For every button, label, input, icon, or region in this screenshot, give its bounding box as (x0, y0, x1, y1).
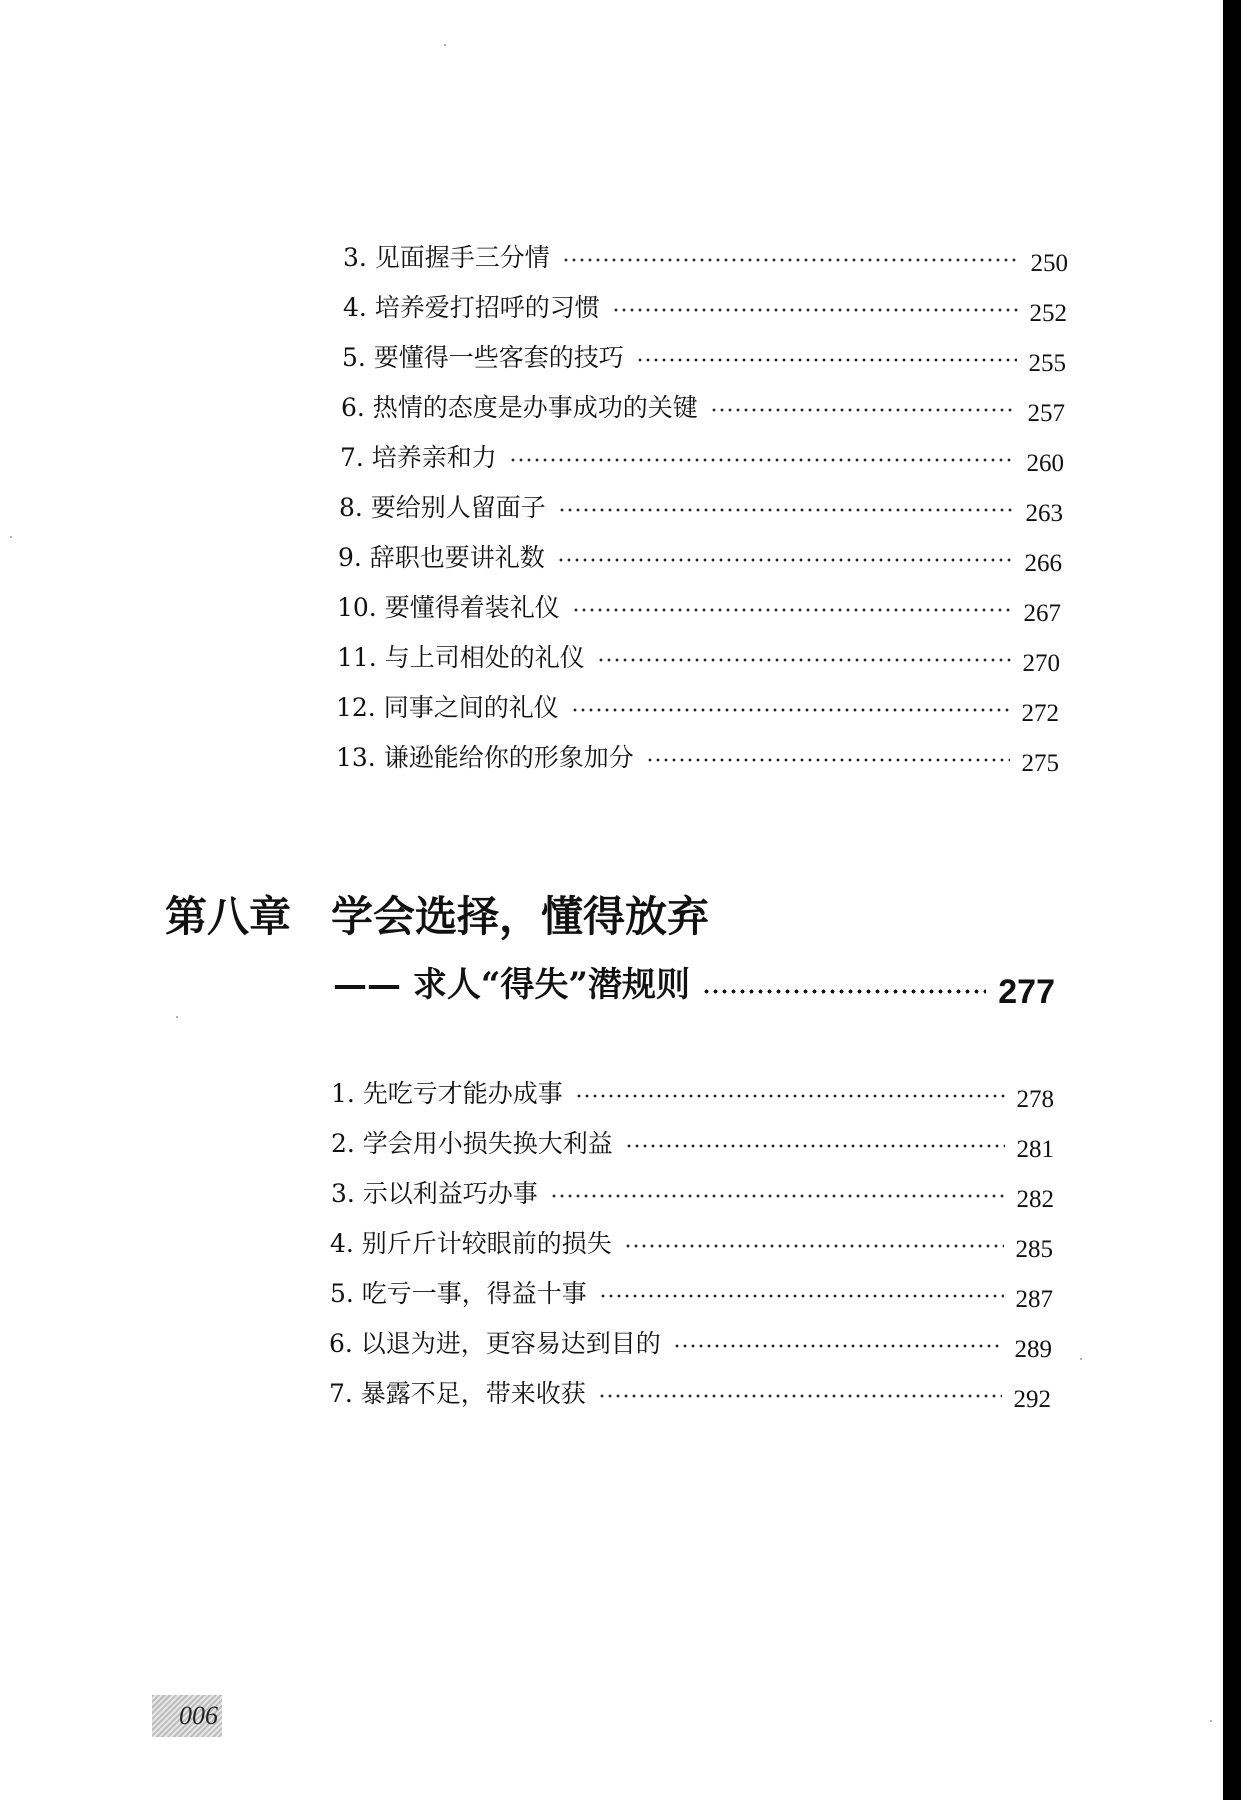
toc-entry[interactable] (343, 230, 1068, 277)
toc-leader-dots (673, 1344, 1003, 1348)
toc-entry-title: 11. 与上司相处的礼仪 (337, 643, 585, 672)
toc-entry-page: 275 (1021, 750, 1059, 777)
toc-entry-page: 289 (1014, 1336, 1052, 1363)
chapter-subtitle-row[interactable] (333, 956, 1055, 1011)
scan-edge-bar (1223, 0, 1241, 1800)
toc-entry-page: 281 (1016, 1136, 1054, 1163)
chapter-title: 学会选择，懂得放弃 (331, 892, 710, 941)
toc-entry-title: 7. 培养亲和力 (340, 443, 497, 472)
toc-entry[interactable] (343, 280, 1067, 327)
toc-entry-page: 260 (1026, 450, 1064, 477)
toc-entry-page: 266 (1024, 550, 1062, 577)
toc-entry-title: 7. 暴露不足，带来收获 (329, 1379, 586, 1408)
toc-leader-dots (509, 458, 1015, 462)
toc-entry[interactable] (336, 730, 1059, 777)
toc-entry[interactable] (336, 680, 1059, 727)
toc-entry-page: 285 (1015, 1236, 1053, 1263)
chapter-number: 第八章 (165, 892, 292, 941)
scan-speck (176, 1016, 178, 1018)
toc-entry-title: 10. 要懂得着装礼仪 (337, 593, 560, 622)
scan-speck (1210, 1720, 1212, 1722)
toc-entry[interactable] (329, 1366, 1051, 1413)
toc-entry[interactable] (330, 1266, 1053, 1313)
toc-entry-title: 3. 示以利益巧办事 (331, 1179, 538, 1208)
chapter-heading[interactable] (165, 884, 709, 944)
toc-leader-dots (636, 358, 1017, 362)
toc-entry-title: 6. 热情的态度是办事成功的关键 (341, 393, 698, 422)
toc-leader-dots (562, 258, 1019, 262)
toc-entry-page: 278 (1016, 1086, 1054, 1113)
toc-entry-title: 12. 同事之间的礼仪 (336, 693, 559, 722)
toc-entry-title: 13. 谦逊能给你的形象加分 (336, 743, 634, 772)
scan-speck (444, 44, 446, 46)
toc-entry[interactable] (339, 480, 1063, 527)
page-number-badge (152, 1695, 222, 1737)
toc-entry[interactable] (338, 530, 1062, 577)
chapter-page: 277 (998, 973, 1055, 1011)
toc-leader-dots (571, 708, 1010, 712)
toc-entry-title: 8. 要给别人留面子 (339, 493, 546, 522)
toc-entry-page: 292 (1013, 1386, 1051, 1413)
toc-entry[interactable] (337, 580, 1061, 627)
toc-entry-title: 6. 以退为进，更容易达到目的 (329, 1329, 661, 1358)
toc-entry-page: 257 (1027, 400, 1065, 427)
toc-entry-title: 5. 吃亏一事，得益十事 (330, 1279, 587, 1308)
toc-entry-page: 272 (1021, 700, 1059, 727)
toc-entry[interactable] (331, 1116, 1054, 1163)
toc-entry[interactable] (331, 1166, 1054, 1213)
toc-leader-dots (702, 989, 986, 994)
toc-leader-dots (550, 1194, 1005, 1198)
toc-entry-page: 255 (1028, 350, 1066, 377)
toc-entry[interactable] (329, 1316, 1052, 1363)
toc-entry[interactable] (341, 380, 1065, 427)
toc-entry[interactable] (337, 630, 1060, 677)
toc-entry-page: 282 (1016, 1186, 1054, 1213)
toc-leader-dots (572, 608, 1012, 612)
toc-entry[interactable] (331, 1066, 1054, 1113)
toc-leader-dots (557, 558, 1013, 562)
toc-entry-page: 250 (1030, 250, 1068, 277)
toc-entry[interactable] (342, 330, 1066, 377)
page-number: 006 (179, 1701, 218, 1730)
toc-leader-dots (599, 1294, 1004, 1298)
toc-leader-dots (575, 1094, 1005, 1098)
toc-entry-page: 263 (1025, 500, 1063, 527)
toc-entry-title: 2. 学会用小损失换大利益 (331, 1129, 613, 1158)
toc-entry-title: 1. 先吃亏才能办成事 (331, 1079, 563, 1108)
toc-entry-page: 287 (1015, 1286, 1053, 1313)
toc-entry-title: 9. 辞职也要讲礼数 (338, 543, 545, 572)
scan-speck (1080, 1358, 1082, 1360)
toc-entry-title: 4. 培养爱打招呼的习惯 (343, 293, 600, 322)
toc-leader-dots (598, 1394, 1002, 1398)
toc-leader-dots (597, 658, 1011, 662)
toc-entry-page: 252 (1029, 300, 1067, 327)
toc-entry-page: 267 (1023, 600, 1061, 627)
chapter-subtitle: —— 求人“得失”潜规则 (333, 965, 690, 1005)
toc-leader-dots (710, 408, 1016, 412)
toc-leader-dots (646, 758, 1010, 762)
toc-entry-title: 5. 要懂得一些客套的技巧 (342, 343, 624, 372)
toc-entry[interactable] (340, 430, 1064, 477)
toc-entry-title: 3. 见面握手三分情 (343, 243, 550, 272)
toc-leader-dots (612, 308, 1018, 312)
toc-leader-dots (625, 1144, 1005, 1148)
toc-leader-dots (558, 508, 1014, 512)
toc-entry-title: 4. 别斤斤计较眼前的损失 (330, 1229, 612, 1258)
scan-speck (10, 536, 12, 538)
toc-entry-page: 270 (1022, 650, 1060, 677)
toc-leader-dots (624, 1244, 1004, 1248)
toc-entry[interactable] (330, 1216, 1053, 1263)
